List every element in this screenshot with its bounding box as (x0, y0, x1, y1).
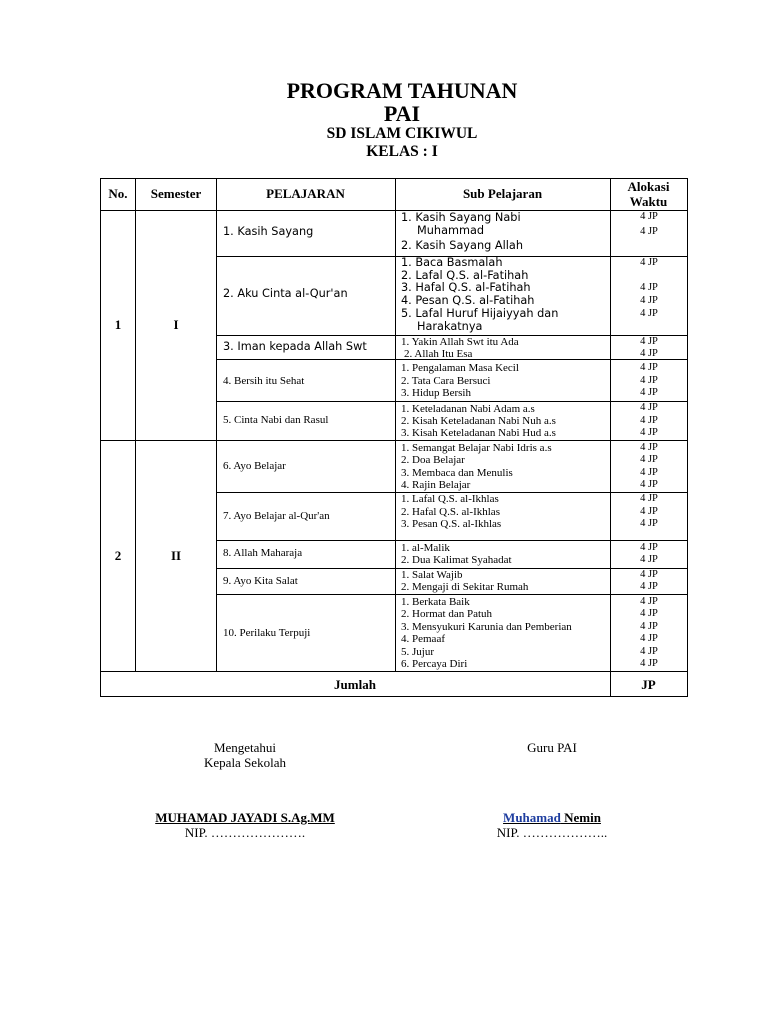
sub-lesson: 2. Hafal Q.S. al-Ikhlas (401, 506, 500, 518)
jp-value: 4 JP (640, 608, 658, 619)
sub-lesson: 1. Berkata Baik (401, 596, 470, 608)
sub-lesson: 4. Rajin Belajar (401, 479, 471, 491)
sub-lesson: 3. Pesan Q.S. al-Ikhlas (401, 518, 502, 530)
sub-lesson: 3. Hidup Bersih (401, 387, 471, 399)
sub-lesson: 1. Keteladanan Nabi Adam a.s (401, 403, 535, 415)
jp-value: 4 JP (640, 257, 658, 268)
sub-lesson: 4. Pemaaf (401, 633, 445, 645)
sub-lesson: 2. Kisah Keteladanan Nabi Nuh a.s (401, 415, 556, 427)
lesson-title: 7. Ayo Belajar al-Qur'an (223, 510, 330, 522)
jp-value: 4 JP (640, 479, 658, 490)
teacher-label: Guru PAI (527, 740, 577, 755)
jp-value: 4 JP (640, 633, 658, 644)
sub-lesson: 2. Doa Belajar (401, 454, 465, 466)
sub-lesson: 2. Hormat dan Patuh (401, 608, 493, 620)
headmaster-name: MUHAMAD JAYADI S.Ag.MM (155, 810, 335, 825)
jp-value: 4 JP (640, 427, 658, 438)
sub-lesson: 2. Mengaji di Sekitar Rumah (401, 581, 529, 593)
jp-value: 4 JP (640, 621, 658, 632)
jp-value: 4 JP (640, 658, 658, 669)
sub-lesson: 4. Pesan Q.S. al-Fatihah (401, 294, 535, 307)
jp-value: 4 JP (640, 375, 658, 386)
table-divider (216, 594, 688, 595)
lesson-title: 6. Ayo Belajar (223, 460, 286, 472)
jp-value: 4 JP (640, 282, 658, 293)
sub-lesson: 1. Semangat Belajar Nabi Idris a.s (401, 442, 552, 454)
sub-lesson: 2. Dua Kalimat Syahadat (401, 554, 512, 566)
col-header-pelajaran: PELAJARAN (266, 186, 345, 201)
semester-2-label: II (170, 548, 182, 563)
col-header-semester: Semester (150, 186, 202, 201)
jp-value: 4 JP (640, 308, 658, 319)
jp-value: 4 JP (640, 467, 658, 478)
semester-1-label: I (173, 317, 179, 332)
sub-lesson: 1. Lafal Q.S. al-Ikhlas (401, 493, 499, 505)
jp-value: 4 JP (640, 387, 658, 398)
jp-value: 4 JP (640, 518, 658, 529)
jp-value: 4 JP (640, 348, 658, 359)
sub-lesson: 1. Kasih Sayang Nabi (401, 211, 521, 224)
sub-lesson: Harakatnya (417, 320, 483, 333)
sub-lesson: Muhammad (417, 224, 485, 237)
jp-value: 4 JP (640, 415, 658, 426)
jp-value: 4 JP (640, 226, 658, 237)
lesson-title: 8. Allah Maharaja (223, 547, 303, 559)
jp-value: 4 JP (640, 581, 658, 592)
headmaster-nip: NIP. …………………. (184, 825, 306, 840)
doc-subject: PAI (383, 101, 421, 126)
doc-title: PROGRAM TAHUNAN (286, 78, 518, 103)
lesson-title: 2. Aku Cinta al-Qur'an (223, 287, 348, 300)
table-divider (135, 178, 136, 671)
sub-lesson: 1. al-Malik (401, 542, 450, 554)
jp-value: 4 JP (640, 646, 658, 657)
jp-value: 4 JP (640, 402, 658, 413)
jp-value: 4 JP (640, 596, 658, 607)
table-border (100, 178, 101, 697)
col-header-no: No. (108, 186, 128, 201)
jp-value: 4 JP (640, 295, 658, 306)
jp-value: 4 JP (640, 336, 658, 347)
semester-1-no: 1 (114, 317, 122, 332)
jp-value: 4 JP (640, 362, 658, 373)
sub-lesson: 2. Kasih Sayang Allah (401, 239, 523, 252)
lesson-title: 9. Ayo Kita Salat (223, 575, 298, 587)
sub-lesson: 1. Baca Basmalah (401, 256, 503, 269)
sub-lesson: 2. Tata Cara Bersuci (401, 375, 491, 387)
jp-value: 4 JP (640, 454, 658, 465)
col-header-alokasi: Alokasi (627, 179, 670, 194)
jp-value: 4 JP (640, 569, 658, 580)
jp-value: 4 JP (640, 442, 658, 453)
col-header-waktu: Waktu (629, 194, 668, 209)
lesson-title: 3. Iman kepada Allah Swt (223, 340, 367, 353)
lesson-title: 1. Kasih Sayang (223, 225, 314, 238)
school-name: SD ISLAM CIKIWUL (326, 125, 478, 142)
table-border (100, 178, 688, 179)
table-border (100, 696, 688, 697)
class-label: KELAS : I (366, 143, 438, 160)
lesson-title: 10. Perilaku Terpuji (223, 627, 311, 639)
sub-lesson: 5. Jujur (401, 646, 434, 658)
lesson-title: 4. Bersih itu Sehat (223, 375, 305, 387)
total-value: JP (641, 677, 656, 692)
acknowledged-label: Mengetahui (213, 740, 277, 755)
jp-value: 4 JP (640, 211, 658, 222)
sub-lesson: 3. Hafal Q.S. al-Fatihah (401, 281, 531, 294)
total-label: Jumlah (334, 677, 376, 692)
sub-lesson: 3. Kisah Keteladanan Nabi Hud a.s (401, 427, 556, 439)
semester-2-no: 2 (114, 548, 122, 563)
sub-lesson: 1. Pengalaman Masa Kecil (401, 362, 519, 374)
sub-lesson: 2. Lafal Q.S. al-Fatihah (401, 269, 529, 282)
jp-value: 4 JP (640, 542, 658, 553)
headmaster-label: Kepala Sekolah (204, 755, 286, 770)
jp-value: 4 JP (640, 554, 658, 565)
table-divider (100, 210, 688, 211)
sub-lesson: 1. Salat Wajib (401, 569, 463, 581)
sub-lesson: 1. Yakin Allah Swt itu Ada (401, 336, 519, 348)
teacher-name (452, 810, 652, 826)
teacher-nip: NIP. ……………….. (496, 825, 608, 840)
teacher-last-name: Nemin (560, 810, 601, 825)
table-divider (100, 440, 688, 441)
jp-value: 4 JP (640, 506, 658, 517)
jp-value: 4 JP (640, 493, 658, 504)
table-divider (100, 671, 688, 672)
sub-lesson: 3. Mensyukuri Karunia dan Pemberian (401, 621, 572, 633)
sub-lesson: 3. Membaca dan Menulis (401, 467, 513, 479)
table-divider (395, 178, 396, 671)
sub-lesson: 5. Lafal Huruf Hijaiyyah dan (401, 307, 559, 320)
sub-lesson: 2. Allah Itu Esa (404, 348, 473, 360)
sub-lesson: 6. Percaya Diri (401, 658, 468, 670)
table-divider (216, 540, 688, 541)
teacher-first-name: Muhamad (503, 810, 561, 825)
table-divider (216, 178, 217, 671)
lesson-title: 5. Cinta Nabi dan Rasul (223, 414, 329, 426)
col-header-sub-pelajaran: Sub Pelajaran (462, 186, 543, 201)
